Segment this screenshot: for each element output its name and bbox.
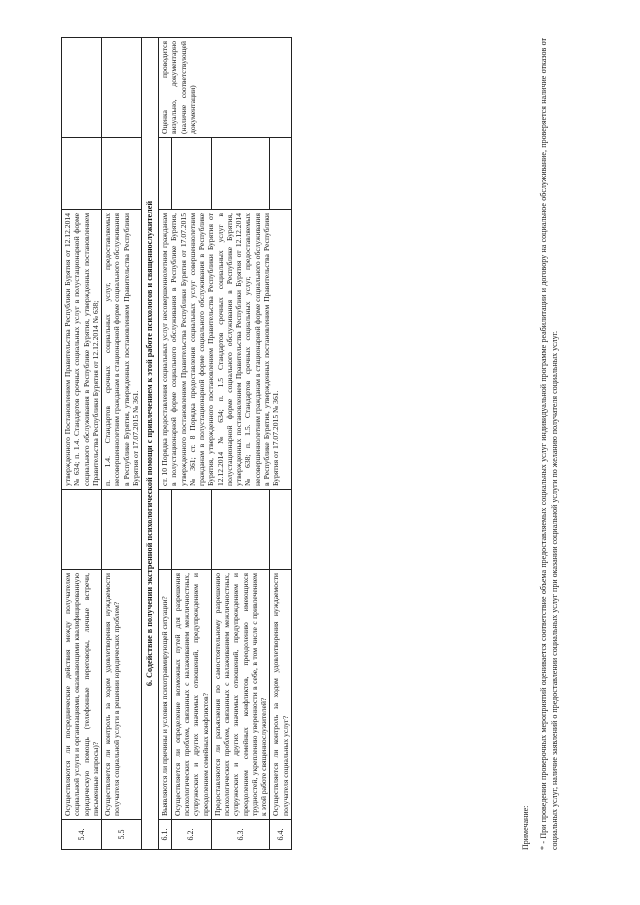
empty-cell (211, 138, 270, 210)
assessment-method: Оценка проводится визуально, документарно (наличие соответствующей документации) (159, 38, 292, 138)
empty-cell (102, 38, 142, 138)
empty-cell (171, 490, 211, 570)
notes-text: * - При проведении проверочных мероприятий оценивается соответствие объема предоставляемых социальных услуг индивидуальной программе реабилитации и договору на социальное обслуживание, проверяется наличие отказов от социальных услуг, наличие заявлений о предоставлении социальных услуг при оказании социальной услуги по желанию получателя социальных услуг. (538, 38, 560, 850)
legal-basis: утвержденного Постановлением Правительства Республики Бурятия от 12.12.2014 № 634; п. 1.4. Стандартов срочных социальных услуг в полустационарной форме социального обслуживания в Республике Бурятия, утвержденных постановлением Правительства Республики Бурятия от 12.12.2014 № 638; (62, 210, 102, 490)
empty-cell (102, 138, 142, 210)
empty-cell (270, 490, 292, 570)
empty-cell (62, 490, 102, 570)
checklist-question: Осуществляется ли контроль за ходом удовлетворения нуждаемости получателя социальной услуги в решении юридических проблем? (102, 570, 142, 820)
notes-title: Примечание: (521, 805, 530, 850)
empty-cell (102, 490, 142, 570)
table-row (62, 38, 102, 850)
section-title: 6. Содействие в получении экстренной психологической помощи с привлечением к этой работе психологов и священнослужителей (142, 38, 159, 850)
empty-cell (171, 138, 211, 210)
empty-cell (159, 138, 172, 210)
empty-cell (159, 490, 172, 570)
checklist-question: Выявляются ли причины и условия психотравмирующей ситуации? (159, 570, 172, 820)
row-number: 6.4. (270, 820, 292, 850)
empty-cell (62, 38, 102, 138)
table-row (159, 38, 172, 850)
checklist-question: Предоставляются ли разъяснения по самостоятельному разрешению психологических проблем, связанных с налаживанием межличностных, супружеских и других значимых отношений, предупреждением и преодолением семейных конфликтов, преодолению имеющихся трудностей, укреплению уверенности в себе, в том числе с привлечением к этой работе священнослужителей? (211, 570, 270, 820)
legal-basis: п. 1.4. Стандартов срочных социальных услуг, предоставляемых несовершеннолетним гражданам в стационарной форме социального обслуживания в Республике Бурятия, утвержденных постановлением Правительства Республики Бурятия от 17.07.2015 № 361. (102, 210, 142, 490)
section-header-row (142, 38, 159, 850)
checklist-question: Осуществляется ли определение возможных путей для разрешения психологических проблем, связанных с налаживанием межличностных, супружеских и других значимых отношений, предупреждением и преодолением семейных конфликтов? (171, 570, 211, 820)
row-number: 5.5 (102, 820, 142, 850)
table-row (102, 38, 142, 850)
notes-block (520, 38, 561, 850)
row-number: 6.1. (159, 820, 172, 850)
row-number: 6.3. (211, 820, 270, 850)
checklist-question: Осуществляются ли посреднические действия между получателем социальной услуги и организациями, оказывающими квалифицированную юридическую помощь (телефонные переговоры, личные встречи, письменные запросы)? (62, 570, 102, 820)
legal-basis: ст. 10 Порядка предоставления социальных услуг несовершеннолетним гражданам в полустационарной форме социального обслуживания в Республике Бурятия, утвержденного постановлением Правительства Республики Бурятия от 17.07.2015 № 361; ст. 8 Порядка предоставления социальных услуг совершеннолетним гражданам в полустационарной форме социального обслуживания в Республике Бурятия, утвержденного постановлением Правительства Республики Бурятия от 12.12.2014 № 634; п. 1.5 Стандартов срочных социальных услуг в полустационарной форме социального обслуживания в Республике Бурятия, утвержденных постановлением Правительства Республики Бурятия от 12.12.2014 № 638; п. 1.5. Стандартов срочных социальных услуг, предоставляемых несовершеннолетним гражданам в стационарной форме социального обслуживания в Республике Бурятия, утвержденных постановлением Правительства Республики Бурятия от 17.07.2015 № 361. (159, 210, 292, 490)
checklist-question: Осуществляется ли контроль за ходом удовлетворения нуждаемости получателя социальных услуг? (270, 570, 292, 820)
empty-cell (270, 138, 292, 210)
empty-cell (62, 138, 102, 210)
row-number: 5.4. (62, 820, 102, 850)
empty-cell (211, 490, 270, 570)
inspection-table (61, 37, 292, 850)
row-number: 6.2. (171, 820, 211, 850)
